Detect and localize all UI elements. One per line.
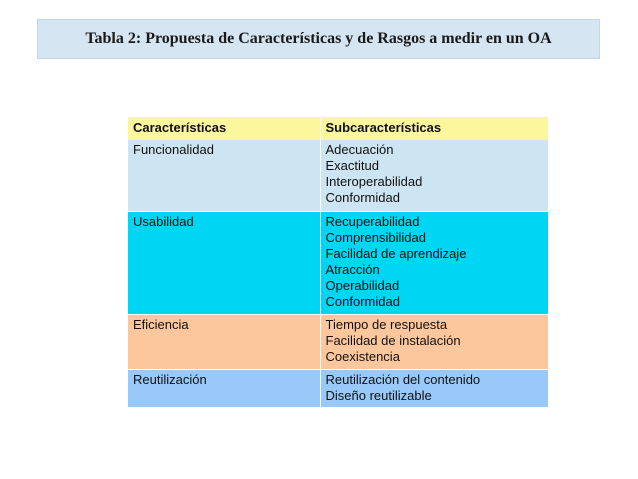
subcaracteristica-item: Operabilidad: [325, 277, 400, 293]
subcaracteristica-item: Facilidad de instalación: [325, 332, 461, 348]
table-row-eficiencia: [128, 314, 548, 369]
subcaracteristica-item: Adecuación: [325, 142, 394, 157]
title-banner: [37, 19, 600, 59]
subcaracteristica-item: Conformidad: [325, 293, 400, 309]
subcaracteristica-item: Atracción: [325, 261, 380, 277]
subcaracteristica-item: Recuperabilidad: [325, 213, 420, 229]
table-row-funcionalidad: [128, 140, 548, 211]
subcaracteristicas-cell: [320, 314, 548, 369]
features-table: [128, 117, 548, 407]
header-subcaracteristicas: Subcaracterísticas: [325, 120, 442, 135]
subcaracteristica-item: Facilidad de aprendizaje: [325, 245, 467, 261]
subcaracteristicas-cell: [320, 211, 548, 314]
header-caracteristicas: Características: [128, 117, 320, 140]
subcaracteristica-item: Interoperabilidad: [325, 174, 423, 189]
subcaracteristica-item: Comprensibilidad: [325, 229, 426, 245]
table-row-reutilizacion: [128, 369, 548, 407]
subcaracteristicas-cell: [320, 140, 548, 211]
subcaracteristica-item: Coexistencia: [325, 348, 400, 364]
table-header-row: [128, 117, 548, 140]
caracteristica-cell: Usabilidad: [128, 211, 320, 314]
table-row-usabilidad: [128, 211, 548, 314]
subcaracteristica-item: Exactitud: [325, 158, 379, 173]
caracteristica-cell: Eficiencia: [128, 314, 320, 369]
subcaracteristica-item: Diseño reutilizable: [325, 387, 432, 403]
page-title: Tabla 2: Propuesta de Características y de Rasgos a medir en un OA: [85, 30, 552, 47]
subcaracteristica-item: Conformidad: [325, 190, 400, 205]
caracteristica-cell: Funcionalidad: [128, 140, 320, 211]
subcaracteristica-item: Reutilización del contenido: [325, 371, 481, 387]
subcaracteristica-item: Tiempo de respuesta: [325, 316, 448, 332]
caracteristica-cell: Reutilización: [128, 369, 320, 407]
subcaracteristicas-cell: [320, 369, 548, 407]
